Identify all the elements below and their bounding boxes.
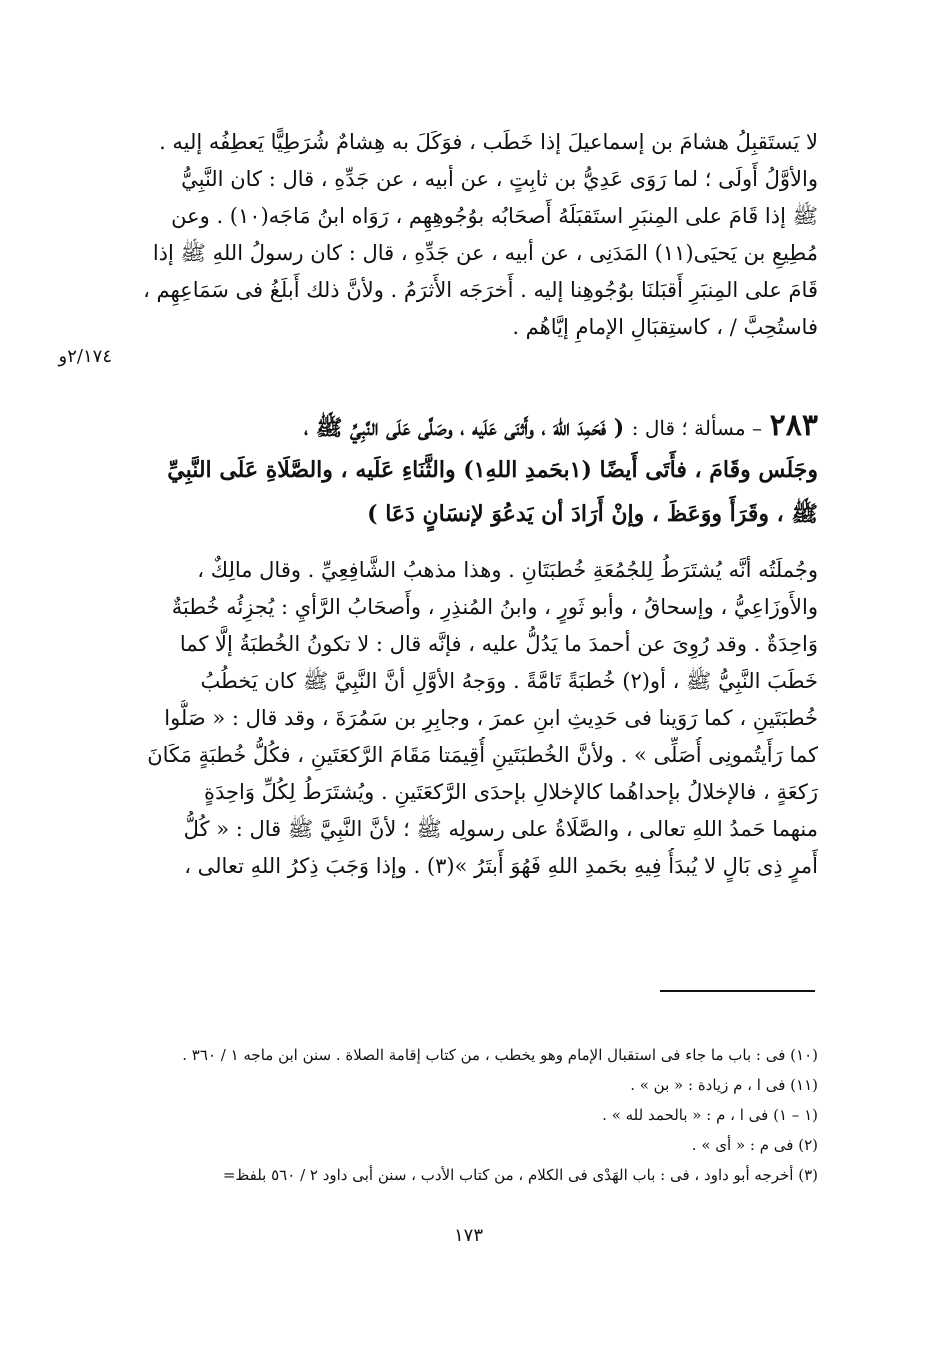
page-number: ١٧٣ bbox=[453, 1225, 483, 1246]
commentary-paragraph bbox=[128, 552, 818, 885]
issue-text: ( فَحَمِدَ اللهَ ، وأَثنَى عَلَيه ، وصَلَّى عَلَى النَّبِيِّ ﷺ ، bbox=[303, 415, 625, 441]
issue-heading bbox=[128, 404, 818, 536]
text-line: رَكعَةٍ ، فالإخلالُ بإحداهُما كالإخلالِ بإحدَى الرَّكعَتَينِ . ويُشتَرَطُ لِكُلِّ وَاحِدَةٍ bbox=[204, 780, 818, 804]
footnote: (١ – ١) فى ا ، م : « بالحمد لله » . bbox=[602, 1106, 818, 1124]
footnote: (١٠) فى : باب ما جاء فى استقبال الإمام وهو يخطب ، من كتاب إقامة الصلاة . سنن ابن ماجه ١ / ٣٦٠ . bbox=[182, 1046, 818, 1064]
text-line: كما رَأَيتُمونِى أُصَلِّى » . ولأنَّ الخُطبَتَينِ أُقِيمَتا مَقَامَ الرَّكعَتَينِ ، فكُلُّ خُطبَةٍ مَكَانَ bbox=[147, 743, 818, 767]
text-line: أَمرٍ ذِى بَالٍ لا يُبدَأُ فِيهِ بحَمدِ اللهِ فَهُوَ أَبتَرُ »(٣) . وإذا وَجَبَ ذِكرُ اللهِ تعالى ، bbox=[184, 854, 818, 878]
text-line: خَطَبَ النَّبِيُّ ﷺ ، أو(٢) خُطبَةً تَامَّةً . ووَجهُ الأوَّلِ أنَّ النَّبِيَّ ﷺ كان يَخطُبُ bbox=[200, 669, 818, 693]
footnote: (١١) فى ا ، م زيادة : « بن » . bbox=[630, 1076, 818, 1094]
issue-intro: – مسألة ؛ قال : bbox=[631, 416, 762, 440]
footnotes bbox=[135, 1040, 818, 1190]
text-line: ﷺ إذا قَامَ على المِنبَرِ استَقبَلَهُ أَصحَابُه بوُجُوهِهِم ، رَوَاه ابنُ مَاجَه(١٠) . وعن bbox=[171, 204, 818, 228]
footnote: (٢) فى م : « أى » . bbox=[691, 1136, 818, 1154]
heading-line bbox=[128, 404, 818, 448]
text-line: والأوَّلُ أَولَى ؛ لما رَوَى عَدِيُّ بن ثابِتٍ ، عن أبيه ، عن جَدِّهِ ، قال : كان النَّبِيُّ bbox=[181, 167, 818, 191]
margin-folio-note: ٢/١٧٤و bbox=[58, 346, 112, 367]
footnote-separator bbox=[660, 990, 815, 992]
text-line: قَامَ على المِنبَرِ أَقبَلنَا بوُجُوهِنا إليه . أَخرَجَه الأَثرَمُ . ولأنَّ ذلك أَبلَغُ فى سَمَاعِهِم ، bbox=[143, 278, 818, 302]
text-line: خُطبَتَينِ ، كما رَوَينا فى حَدِيثِ ابنِ عمرَ ، وجابِرِ بن سَمُرَةَ ، وقد قال : « صَلُّوا bbox=[164, 706, 818, 730]
text-line: لا يَستَقبِلُ هشامَ بن إسماعيلَ إذا خَطَب ، فوَكَلَ به هِشامٌ شُرَطِيًّا يَعطِفُه إليه . bbox=[159, 130, 818, 154]
text-line: مُطِيعِ بن يَحيَى(١١) المَدَنِى ، عن أبيه ، عن جَدِّهِ ، قال : كان رسولُ اللهِ ﷺ إذا bbox=[152, 241, 818, 265]
text-line: وجُملَتُه أنَّه يُشتَرَطُ لِلجُمُعَةِ خُطبَتَانِ . وهذا مذهبُ الشَّافِعِيِّ . وقال مالِكٌ ، bbox=[197, 558, 818, 582]
heading-line: ﷺ ، وقَرَأَ ووَعَظَ ، وإنْ أَرَادَ أن يَدعُوَ لإنسَانٍ دَعَا ) bbox=[367, 501, 818, 527]
paragraph-continuation bbox=[128, 124, 818, 346]
issue-number: ٢٨٣ bbox=[769, 408, 818, 443]
footnote: (٣) أخرجه أبو داود ، فى : باب الهَدْى فى الكلام ، من كتاب الأدب ، سنن أبى داود ٢ / ٥٦٠ بلفظ= bbox=[222, 1166, 818, 1184]
heading-line: وجَلَس وقَامَ ، فأَتَى أَيضًا (١بحَمدِ اللهِ١) والثَّنَاءِ عَلَيه ، والصَّلَاةِ عَلَى النَّبِيِّ bbox=[167, 457, 818, 483]
text-line: فاستُحِبَّ / ، كاستِقبَالِ الإمامِ إيَّاهُم . bbox=[512, 315, 818, 339]
text-line: والأَوزَاعِيُّ ، وإسحاقُ ، وأبو ثَورٍ ، وابنُ المُنذِرِ ، وأَصحَابُ الرَّأيِ : يُجزِئُه خُطبَةٌ bbox=[171, 595, 818, 619]
text-line: وَاحِدَةٌ . وقد رُوِىَ عن أحمدَ ما يَدُلُّ عليه ، فإنَّه قال : لا تكونُ الخُطبَةُ إلَّا كما bbox=[179, 632, 818, 656]
text-line: منهما حَمدُ اللهِ تعالى ، والصَّلَاةُ على رسولِه ﷺ ؛ لأنَّ النَّبِيَّ ﷺ قال : « كُلُّ bbox=[183, 817, 818, 841]
